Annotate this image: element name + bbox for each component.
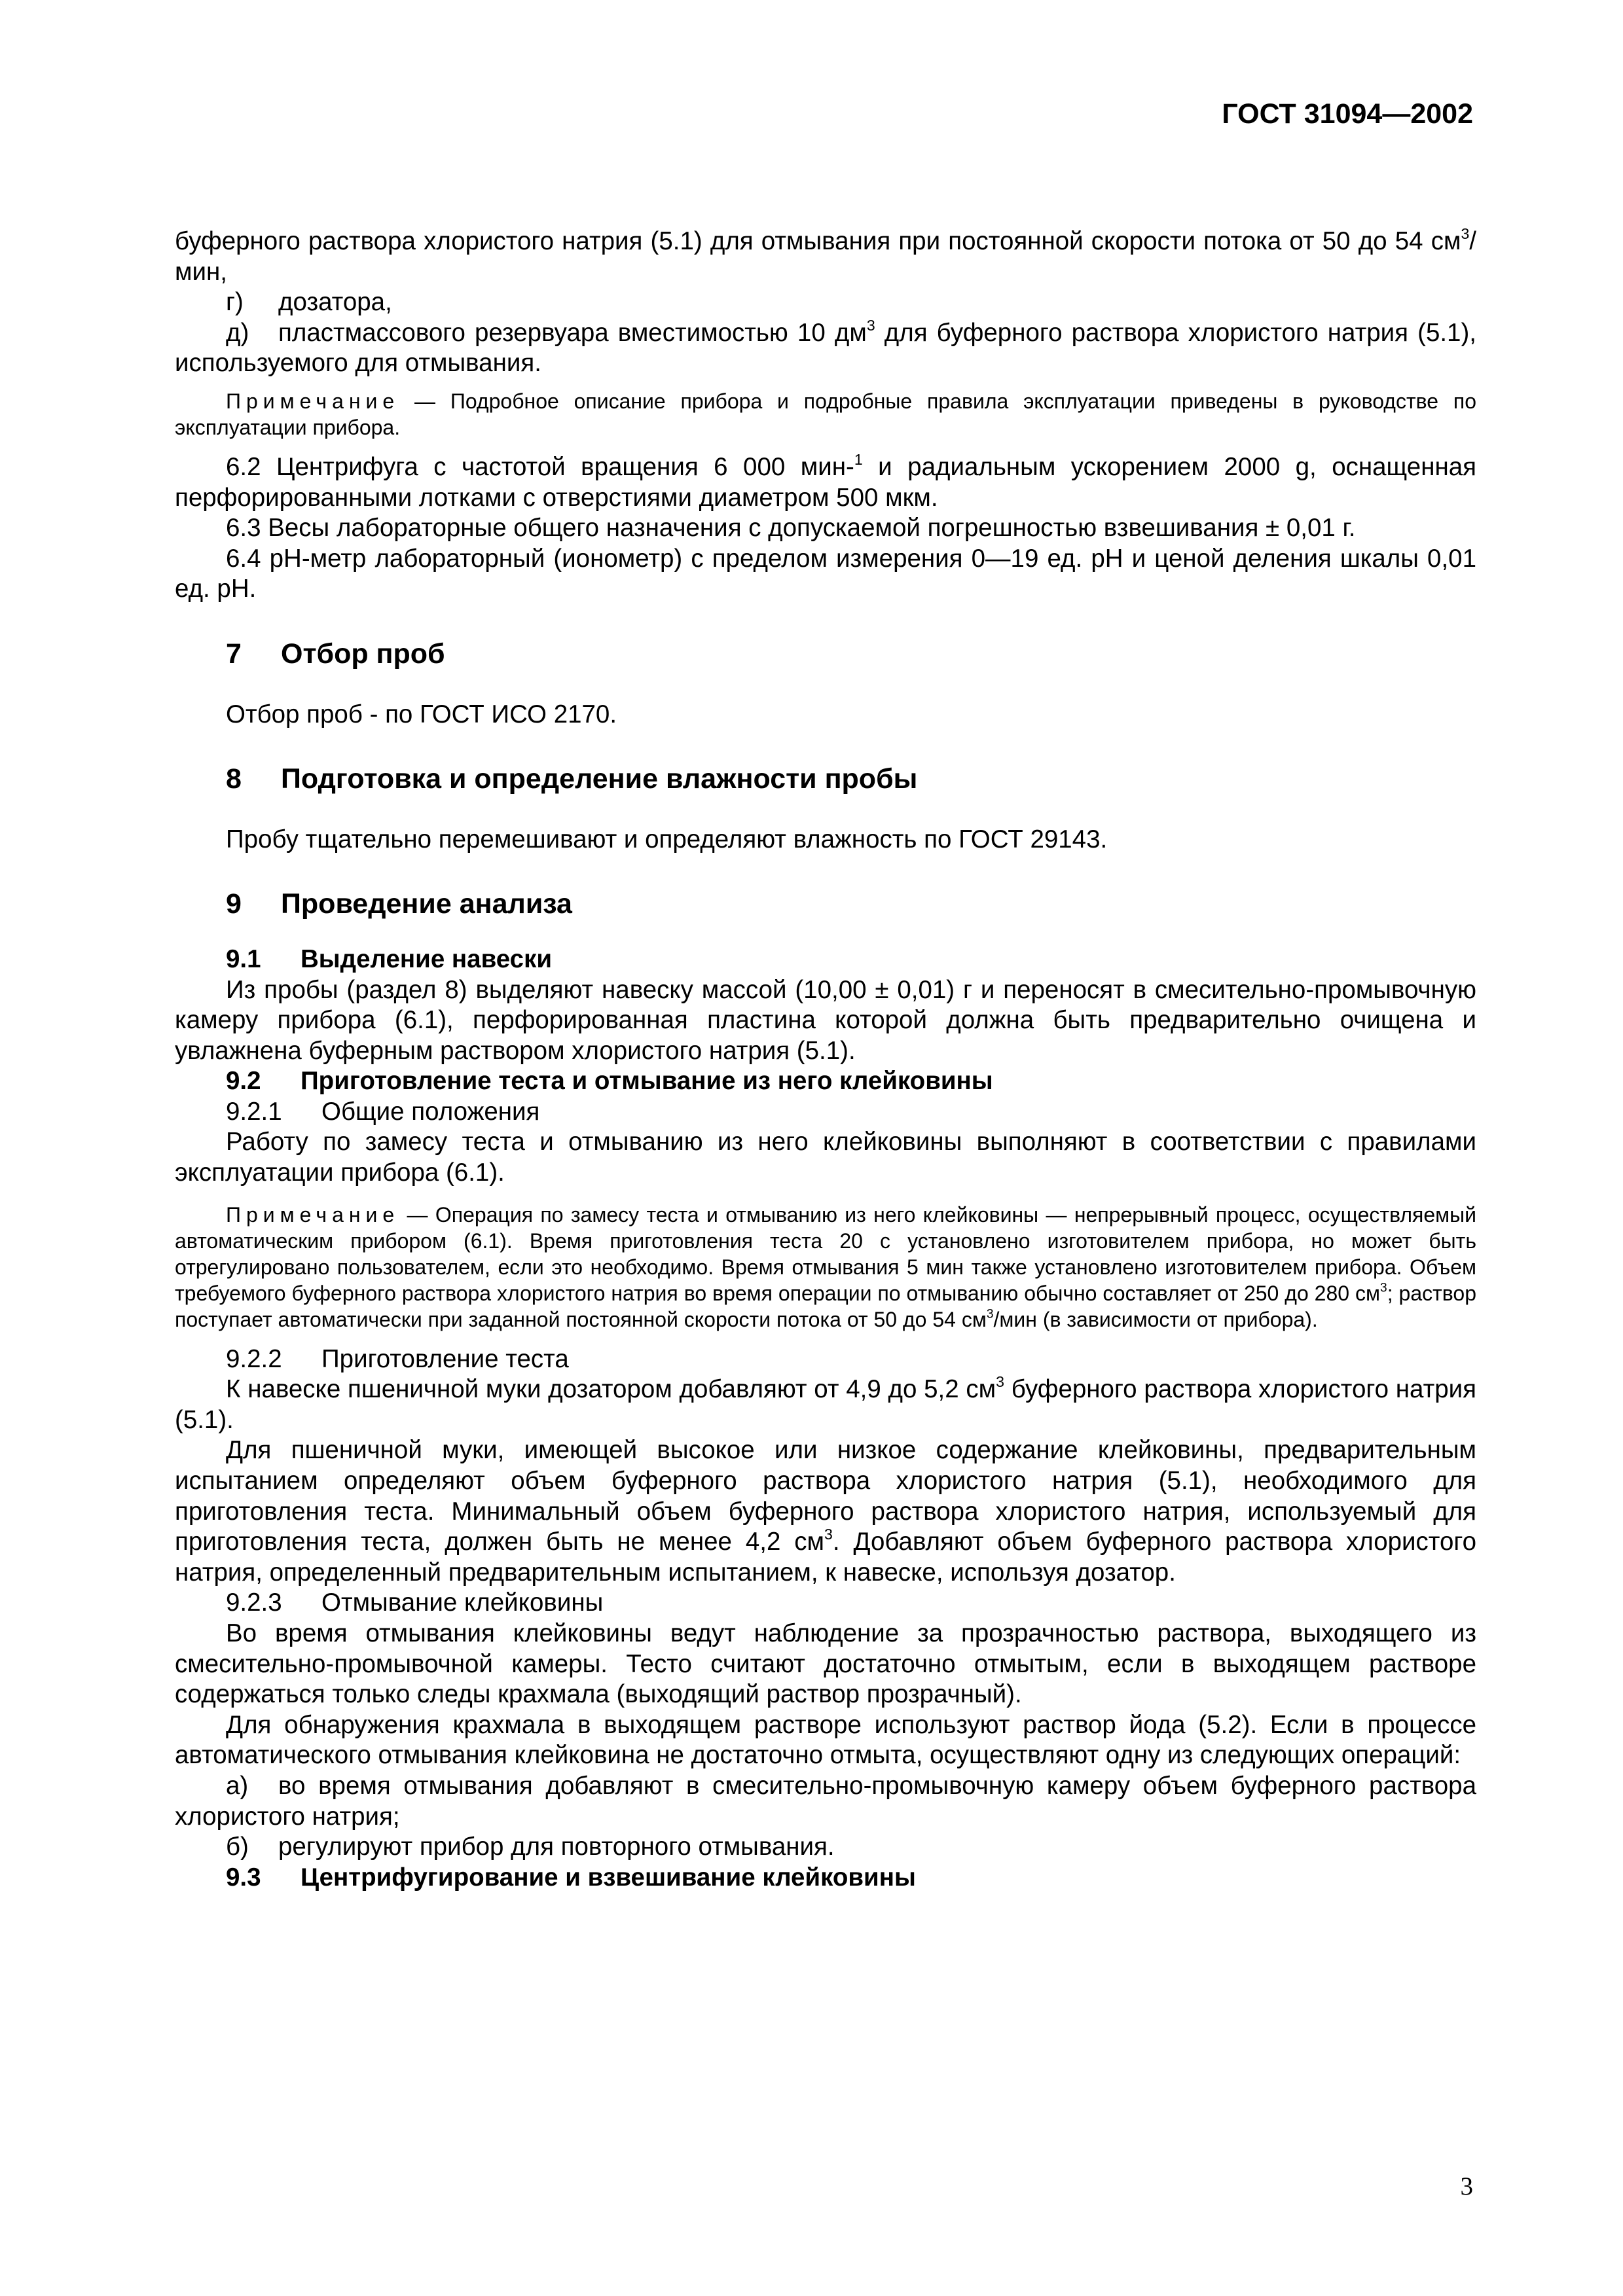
list-item-d: д) пластмассового резервуара вместимостью 10 $дм^3$ для буферного раствора хлористого натрия (5.1), используемого для отмывания. (175, 316, 1476, 378)
subsection-9-2-heading: 9.2 Приготовление теста и отмывание из него клейковины (226, 1067, 993, 1096)
section-8-heading: 8 Подготовка и определение влажности пробы (226, 763, 918, 795)
paragraph-9-2-3-b: Для обнаружения крахмала в выходящем растворе используют раствор йода (5.2). Если в процессе автоматического отмывания клейковина не достаточно отмыта, осуществляют одну из следующих операций: (175, 1710, 1476, 1770)
subsection-9-2-3-heading: 9.2.3 Отмывание клейковины (226, 1588, 604, 1617)
page-body (175, 226, 1476, 1893)
note-2: Примечание — Операция по замесу теста и отмыванию из него клейковины — непрерывный процесс, осуществляемый автоматическим прибором (6.1). Время приготовления теста 20 с установлено изготовителем прибора, но может быть отрегулировано пользователем, если это необходимо. Время отмывания 5 мин также установлено изготовителем прибора. Объем требуемого буферного раствора хлористого натрия во время операции по отмыванию обычно составляет от 250 до 280 $см^3$; раствор поступает автоматически при заданной постоянной скорости потока от 50 до 54 $см^3$/мин (в зависимости от прибора). (175, 1202, 1477, 1331)
paragraph-9-2-2-a: К навеске пшеничной муки дозатором добавляют от 4,9 до 5,2 $см^3$ буферного раствора хлористого натрия (5.1). (175, 1373, 1476, 1434)
note-1: Примечание — Подробное описание прибора и подробные правила эксплуатации приведены в руководстве по эксплуатации прибора. (175, 389, 1476, 439)
paragraph-6-3: 6.3 Весы лабораторные общего назначения с допускаемой погрешностью взвешивания ± 0,01 г. (226, 514, 1356, 543)
subsection-9-1-text: Из пробы (раздел 8) выделяют навеску массой (10,00 ± 0,01) г и переносят в смесительно-промывочную камеру прибора (6.1), перфорированная пластина которой должна быть предварительно очищена и увлажнена буферным раствором хлористого натрия (5.1). (175, 975, 1476, 1065)
subsection-9-2-2-heading: 9.2.2 Приготовление теста (226, 1344, 569, 1373)
list-item-g: г) дозатора, (226, 288, 392, 317)
section-7-text: Отбор проб - по ГОСТ ИСО 2170. (226, 700, 617, 728)
page-number: 3 (1460, 2172, 1473, 2200)
subsection-9-1-heading: 9.1 Выделение навески (226, 944, 553, 973)
paragraph-6-4: 6.4 рН-метр лабораторный (ионометр) с пределом измерения 0—19 ед. рН и ценой деления шкалы 0,01 ед. рН. (175, 544, 1476, 603)
section-7-heading: 7 Отбор проб (226, 637, 445, 670)
paragraph-6-2: 6.2 Центрифуга с частотой вращения 6 000 мин-$^1$ и радиальным ускорением 2000 g, оснащенная перфорированными лотками с отверстиями диаметром 500 мкм. (175, 450, 1476, 512)
section-9-heading: 9 Проведение анализа (226, 888, 572, 920)
list-item-b: б) регулируют прибор для повторного отмывания. (226, 1833, 835, 1861)
list-item-a: а) во время отмывания добавляют в смесительно-промывочную камеру объем буферного раствора хлористого натрия; (175, 1771, 1476, 1831)
paragraph-top: буферного раствора хлористого натрия (5.1) для отмывания при постоянной скорости потока от 50 до 54 $см^3$/мин, (175, 224, 1476, 286)
subsection-9-2-1-heading: 9.2.1 Общие положения (226, 1097, 540, 1126)
paragraph-9-2-3-a: Во время отмывания клейковины ведут наблюдение за прозрачностью раствора, выходящего из смесительно-промывочной камеры. Тесто считают достаточно отмытым, если в выходящем растворе содержаться только следы крахмала (выходящий раствор прозрачный). (175, 1619, 1476, 1709)
subsection-9-2-1-text: Работу по замесу теста и отмыванию из него клейковины выполняют в соответствии с правилами эксплуатации прибора (6.1). (175, 1128, 1476, 1187)
document-header: ГОСТ 31094—2002 (1222, 98, 1473, 130)
section-8-text: Пробу тщательно перемешивают и определяют влажность по ГОСТ 29143. (226, 825, 1108, 853)
subsection-9-3-heading: 9.3 Центрифугирование и взвешивание клейковины (226, 1863, 916, 1892)
paragraph-9-2-2-b: Для пшеничной муки, имеющей высокое или низкое содержание клейковины, предварительным испытанием определяют объем буферного раствора хлористого натрия (5.1), необходимого для приготовления теста. Минимальный объем буферного раствора хлористого натрия, используемый для приготовления теста, должен быть не менее 4,2 $см^3$. Добавляют объем буферного раствора хлористого натрия, определенный предварительным испытанием, к навеске, используя дозатор. (175, 1436, 1476, 1587)
